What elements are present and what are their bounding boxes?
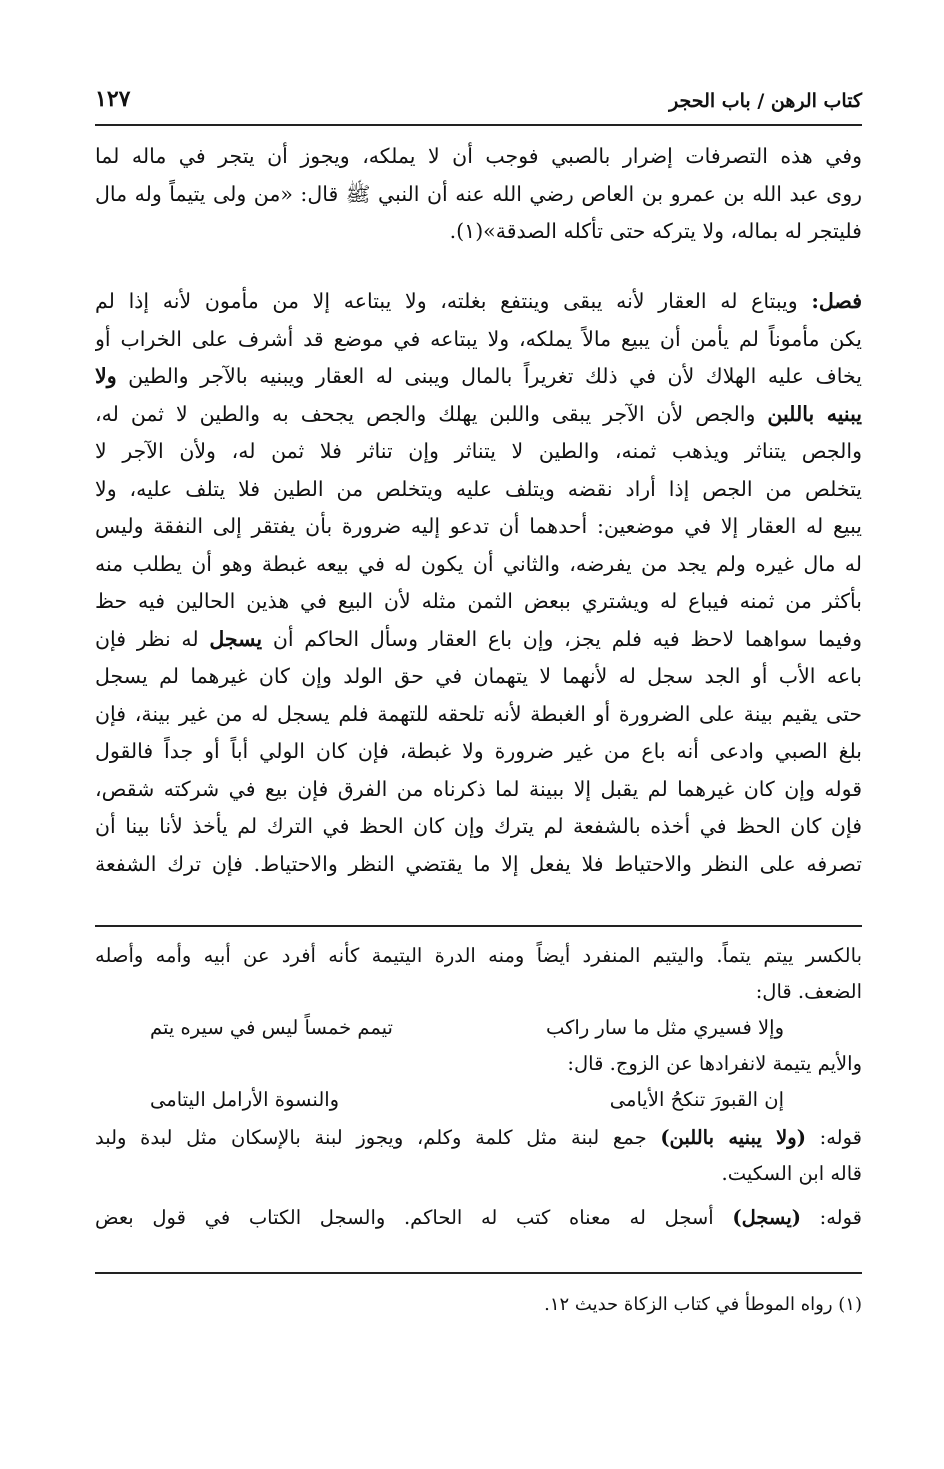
text-line: بالكسر ييتم يتماً. واليتيم المنفرد أيضاً ومنه الدرة اليتيمة كأنه أفرد عن أبيه وأمه وأصله (95, 944, 862, 967)
text-line: الضعف. قال: (755, 980, 862, 1003)
poem-verse (150, 1082, 784, 1118)
page-header (95, 84, 862, 124)
page-number: ١٢٧ (95, 86, 131, 112)
verse-second-half: تيمم خمساً ليس في سيره يتم (150, 1016, 393, 1039)
text-line: باعه الأب أو الجد سجل له لأنهما لا يتهمان في حق الولد وإن كان غيرهما لم يسجل (95, 664, 862, 688)
text-line: قوله: (ولا يبنيه باللبن) جمع لبنة مثل كلمة وكلم، ويجوز لبنة بالإسكان مثل لبدة ولبد (95, 1126, 862, 1149)
text-line: فإن كان الحظ في أخذه بالشفعة لم يترك وإن كان الحظ في الترك لم يأخذ لأنا بينا أن (95, 814, 862, 838)
header-rule (95, 124, 862, 126)
section-heading: فصل: (811, 289, 862, 313)
text-line: يخاف عليه الهلاك لأن في ذلك تغريراً بالمال ويبنى له العقار ويبنيه بالآجر والطين ولا (95, 364, 862, 388)
text-line: وفي هذه التصرفات إضرار بالصبي فوجب أن لا يملكه، ويجوز أن يتجر في ماله لما (95, 144, 862, 168)
verse-first-half: وإلا فسيري مثل ما سار راكب (545, 1016, 784, 1039)
text-line: والجص يتناثر ويذهب ثمنه، والطين لا يتناثر وإن تناثر فلا ثمن له، ولأن الآجر لا (95, 439, 862, 463)
bold-keyword: يسجل (209, 626, 263, 651)
text-line: بلغ الصبي وادعى أنه باع من غير ضرورة ولا غبطة، فإن كان الولي أباً أو جداً فالقول (95, 739, 862, 763)
text-line: يتخلص من الجص إذا أراد نقضه ويتلف عليه ويتخلص من الطين فلا يتلف عليه، ولا (95, 476, 862, 501)
footnote-separator (95, 1272, 862, 1274)
text-line: يبنيه باللبن والجص لأن الآجر يبقى واللبن يهلك والجص يجحف به والطين لا ثمن له، (95, 401, 862, 426)
text-line: والأيم يتيمة لانفرادها عن الزوج. قال: (567, 1052, 862, 1075)
commentary-bottom (95, 1120, 862, 1236)
main-text (95, 138, 862, 251)
text-line: يبيع له العقار إلا في موضعين: أحدهما أن تدعو إليه ضرورة بأن يفتقر إلى النفقة وليس (95, 514, 862, 538)
section-fasl (95, 283, 862, 883)
text-line: تصرفه على النظر والاحتياط فلا يفعل إلا ما يقتضي النظر والاحتياط. فإن ترك الشفعة (95, 851, 862, 876)
text-line: فصل: ويبتاع له العقار لأنه يبقى وينتفع بغلته، ولا يبتاعه إلا من مأمون لأنه إذا لم (95, 289, 862, 313)
running-title: كتاب الرهن / باب الحجر (669, 90, 862, 112)
text-line: قوله: (يسجل) أسجل له معناه كتب له الحاكم. والسجل الكتاب في قول بعض (95, 1206, 862, 1229)
text-line: وفيما سواهما لاحظ فيه فلم يجز، وإن باع العقار وسأل الحاكم أن يسجل له نظر فإن (95, 626, 862, 651)
poem-verse (150, 1010, 784, 1046)
text-line: له مال غيره ولم يجد من يفرضه، والثاني أن يكون له في بيعه غبطة وهو أن يطلب منه (95, 551, 862, 576)
footnote: (١) رواه الموطأ في كتاب الزكاة حديث ١٢. (544, 1294, 862, 1315)
commentary-mid (95, 1046, 862, 1082)
verse-first-half: إن القبورَ تنكحُ الأيامى (609, 1088, 784, 1111)
bold-keyword: (ولا يبنيه باللبن) (660, 1126, 806, 1149)
commentary-top (95, 938, 862, 1010)
text-line: حتى يقيم بينة على الضرورة أو الغبطة لأنه تلحقه للتهمة فلم يسجل له من غير بينة، فإن (95, 701, 862, 726)
text-line: يكن مأموناً لم يأمن أن يبيع مالاً يملكه، ولا يبتاعه في موضع قد أشرف على الخراب أو (95, 326, 862, 351)
verse-second-half: والنسوة الأرامل اليتامى (150, 1088, 340, 1111)
text-line: قاله ابن السكيت. (721, 1162, 862, 1185)
text-line: بأكثر من ثمنه فيباع له ويشتري ببعض الثمن مثله لأن البيع في هذين الحالين فيه حظ (95, 589, 862, 613)
text-line: روى عبد الله بن عمرو بن العاص رضي الله عنه أن النبي ﷺ قال: «من ولى يتيماً وله مال (95, 181, 862, 206)
text-line: فليتجر له بماله، ولا يتركه حتى تأكله الصدقة»(١). (449, 219, 862, 243)
bold-keyword: (يسجل) (732, 1206, 801, 1229)
bold-keyword: ولا (95, 364, 117, 388)
commentary-separator (95, 925, 862, 927)
text-line: قوله وإن كان غيرهما لم يقبل إلا ببينة لما ذكرناه من الفرق فإن بيع في شركته شقص، (95, 776, 862, 801)
bold-keyword: يبنيه باللبن (767, 401, 862, 426)
